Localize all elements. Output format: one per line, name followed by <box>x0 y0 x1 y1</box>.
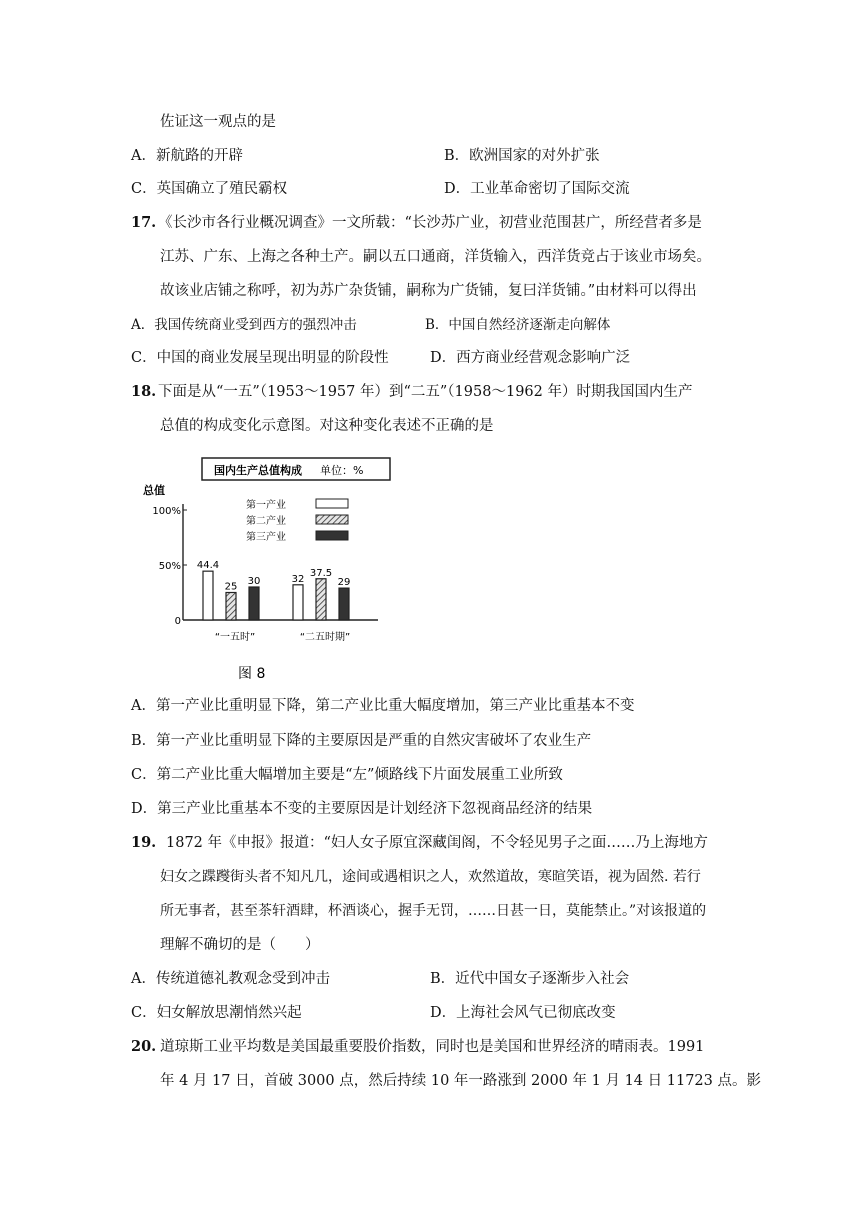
q18-number: 18. <box>131 383 157 400</box>
bar <box>226 593 236 621</box>
bar <box>339 588 349 620</box>
q19-line-4: 理解不确切的是（ ） <box>160 937 320 953</box>
bar-data-label: 29 <box>337 577 351 589</box>
q18-line-2: 总值的构成变化示意图。对这种变化表述不正确的是 <box>160 418 494 434</box>
bar <box>203 571 213 620</box>
bar <box>249 587 259 620</box>
y-tick-label: 100% <box>152 506 181 517</box>
chart-title: 国内生产总值构成 <box>214 464 302 477</box>
q16-option-b: B．欧洲国家的对外扩张 <box>444 148 600 164</box>
q18-option-b: B．第一产业比重明显下降的主要原因是严重的自然灾害破坏了农业生产 <box>131 733 592 749</box>
q17-option-d: D．西方商业经营观念影响广泛 <box>430 350 631 366</box>
q18-option-a: A．第一产业比重明显下降，第二产业比重大幅度增加，第三产业比重基本不变 <box>131 698 635 714</box>
q18-line-1: 下面是从“一五”（1953～1957 年）到“二五”（1958～1962 年）时期我国国内生产 <box>158 384 693 400</box>
legend-swatch <box>316 499 348 508</box>
q17-line-1: 《长沙市各行业概况调查》一文所载：“长沙苏广业，初营业范围甚广，所经营者多是 <box>158 215 702 231</box>
chart-unit: 单位：% <box>320 464 364 477</box>
bar <box>293 585 303 620</box>
y-tick-group <box>152 506 187 627</box>
y-tick-label: 0 <box>174 616 181 627</box>
q19-option-a: A．传统道德礼教观念受到冲击 <box>131 971 330 987</box>
bar-data-label: 37.5 <box>309 567 333 579</box>
q18-option-c: C．第二产业比重大幅增加主要是“左”倾路线下片面发展重工业所致 <box>131 767 563 783</box>
legend-label: 第三产业 <box>246 532 286 543</box>
q16-option-d: D．工业革命密切了国际交流 <box>444 181 630 197</box>
q17-option-a: A．我国传统商业受到西方的强烈冲击 <box>131 317 357 333</box>
q17-line-3: 故该业店铺之称呼，初为苏广杂货铺，嗣称为广货铺，复曰洋货铺。”由材料可以得出 <box>160 283 697 299</box>
q18-option-d: D．第三产业比重基本不变的主要原因是计划经济下忽视商品经济的结果 <box>131 801 593 817</box>
figure-caption: 图 8 <box>238 666 266 682</box>
bar-data-label: 44.4 <box>196 560 220 572</box>
y-tick-label: 50% <box>158 561 181 572</box>
q19-option-d: D．上海社会风气已彻底改变 <box>430 1005 616 1021</box>
q20-line-1: 道琼斯工业平均数是美国最重要股价指数，同时也是美国和世界经济的晴雨表。1991 <box>160 1039 705 1055</box>
q19-number: 19. <box>131 834 157 851</box>
q16-option-c: C．英国确立了殖民霸权 <box>131 181 288 197</box>
q19-option-c: C．妇女解放思潮悄然兴起 <box>131 1005 302 1021</box>
q19-option-b: B．近代中国女子逐渐步入社会 <box>430 971 630 987</box>
bar-data-label: 25 <box>224 581 238 593</box>
q19-line-2: 妇女之蹀躞街头者不知凡几，途间或遇相识之人，欢然道故，寒暄笑语，视为固然. 若行 <box>160 869 701 885</box>
category-label: “二五时期” <box>299 632 351 643</box>
q17-option-b: B．中国自然经济逐渐走向解体 <box>425 317 611 333</box>
bar-data-label: 32 <box>291 573 305 585</box>
q20-line-2: 年 4 月 17 日，首破 3000 点，然后持续 10 年一路涨到 2000 年 1 月 14 日 11723 点。影 <box>160 1073 761 1089</box>
legend <box>246 498 348 543</box>
q17-option-c: C．中国的商业发展呈现出明显的阶段性 <box>131 350 389 366</box>
bar-group <box>197 560 351 620</box>
legend-swatch <box>316 515 348 524</box>
bar-data-label: 30 <box>247 576 261 587</box>
y-axis-label: 总值 <box>143 484 165 497</box>
category-label: “一五时” <box>214 632 256 643</box>
legend-label: 第一产业 <box>246 500 286 511</box>
gdp-composition-chart <box>138 452 398 686</box>
q19-line-3: 所无事者，甚至茶轩酒肆，杯酒谈心，握手无罚，……日甚一日，莫能禁止。”对该报道的 <box>160 903 707 919</box>
q16-option-a: A．新航路的开辟 <box>131 148 243 164</box>
category-labels <box>215 630 350 643</box>
q16-continuation: 佐证这一观点的是 <box>160 114 276 130</box>
q20-number: 20. <box>131 1038 157 1055</box>
bar <box>316 579 326 620</box>
q17-number: 17. <box>131 214 157 231</box>
q19-line-1: 1872 年《申报》报道：“妇人女子原宜深藏闺阁，不令轻见男子之面……乃上海地方 <box>166 835 708 851</box>
legend-label: 第二产业 <box>246 516 286 527</box>
q17-line-2: 江苏、广东、上海之各种土产。嗣以五口通商，洋货输入，西洋货竞占于该业市场矣。 <box>160 249 711 265</box>
legend-swatch <box>316 531 348 540</box>
